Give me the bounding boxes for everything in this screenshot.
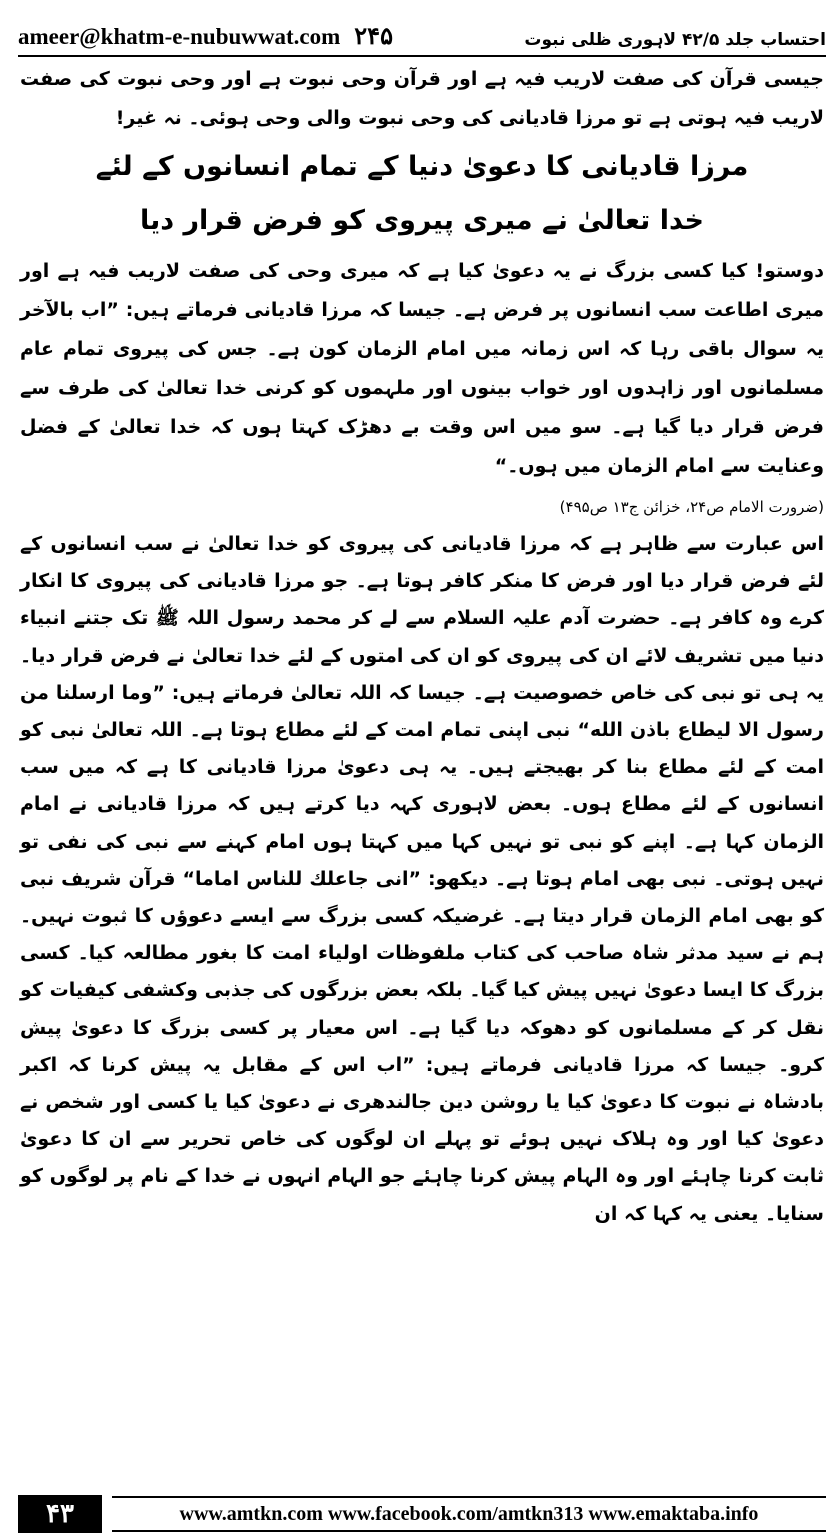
- section-heading-line-2: خدا تعالیٰ نے میری پیروی کو فرض قرار دیا: [139, 205, 705, 236]
- header-left: [18, 21, 393, 50]
- page-footer: [18, 1493, 826, 1535]
- footer-folio: ۴۳: [18, 1495, 102, 1533]
- intro-paragraph: جیسی قرآن کی صفت لاریب فیہ ہے اور قرآن وحی نبوت ہے اور وحی نبوت کی صفت لاریب فیہ ہوتی ہے تو مرزا قادیانی کی وحی نبوت والی وحی ہوئی۔ نہ غیر!: [20, 68, 824, 129]
- body-paragraph: اس عبارت سے ظاہر ہے کہ مرزا قادیانی کی پیروی کو خدا تعالیٰ نے سب انسانوں کے لئے فرض قرار دیا اور فرض کا منکر کافر ہوتا ہے۔ جو مرزا قادیانی کی پیروی کا انکار کرے وہ کافر ہے۔ حضرت آدم علیہ السلام سے لے کر محمد رسول اللہ ﷺ تک جتنے انبیاء دنیا میں تشریف لائے ان کی پیروی کو ان کی امتوں کے لئے خدا تعالیٰ نے فرض قرار دیا۔ یہ ہی تو نبی کی خاص خصوصیت ہے۔ جیسا کہ اللہ تعالیٰ فرماتے ہیں: ”وما ارسلنا من رسول الا لیطاع باذن الله“ نبی اپنی تمام امت کے لئے مطاع ہوتا ہے۔ اللہ تعالیٰ نبی کو امت کے لئے مطاع بنا کر بھیجتے ہیں۔ یہ ہی دعویٰ مرزا قادیانی کا ہے کہ میں سب انسانوں کے لئے مطاع ہوں۔ بعض لاہوری کہہ دیا کرتے ہیں کہ مرزا قادیانی نے امام الزمان کہا ہے۔ اپنے کو نبی تو نہیں کہا میں کہتا ہوں امام کہنے سے نبی کی نفی تو نہیں ہوتی۔ نبی بھی امام ہوتا ہے۔ دیکھو: ”انی جاعلك للناس اماما“ قرآن شریف نبی کو بھی امام الزمان قرار دیتا ہے۔ غرضیکہ کسی بزرگ سے ایسے دعوؤں کا ثبوت نہیں۔ ہم نے سید مدثر شاہ صاحب کی کتاب ملفوظات اولیاء امت کا بغور مطالعہ کیا۔ کسی بزرگ کا ایسا دعویٰ نہیں پیش کیا گیا۔ بلکہ بعض بزرگوں کی جذبی وکشفی کیفیات کو نقل کر کے مسلمانوں کو دھوکہ دیا گیا ہے۔ اس معیار پر کسی بزرگ کا دعویٰ پیش کرو۔ جیسا کہ مرزا قادیانی فرماتے ہیں: ”اب اس کے مقابل یہ پیش کرنا کہ اکبر بادشاہ نے نبوت کا دعویٰ کیا یا روشن دین جالندھری نے دعویٰ کیا یا کسی اور شخص نے دعویٰ کیا اور وہ ہلاک نہیں ہوئے تو پہلے ان لوگوں کی خاص تحریر سے ان کا دعویٰ ثابت کرنا چاہئے اور وہ الہام پیش کرنا چاہئے جو الہام انہوں نے خدا کے نام پر لوگوں کو سنایا۔ یعنی یہ کہا کہ ان: [20, 533, 825, 1225]
- section-heading-line-1: مرزا قادیانی کا دعویٰ دنیا کے تمام انسانوں کے لئے: [95, 151, 749, 182]
- footer-links[interactable]: www.amtkn.com www.facebook.com/amtkn313 www.emaktaba.info: [112, 1496, 826, 1532]
- header-rule: [18, 55, 826, 57]
- header-email[interactable]: ameer@khatm-e-nubuwwat.com: [18, 24, 341, 49]
- quote-paragraph: دوستو! کیا کسی بزرگ نے یہ دعویٰ کیا ہے کہ میری وحی کی صفت لاریب فیہ ہے اور میری اطاعت سب انسانوں پر فرض ہے۔ جیسا کہ مرزا قادیانی فرماتے ہیں: ”اب بالآخر یہ سوال باقی رہا کہ اس زمانہ میں امام الزمان کون ہے۔ جس کی پیروی تمام عام مسلمانوں اور زاہدوں اور خواب بینوں اور ملہموں کو کرنی خدا تعالیٰ کی طرف سے فرض قرار دیا گیا ہے۔ سو میں اس وقت بے دھڑک کہتا ہوں کہ خدا تعالیٰ کے فضل وعنایت سے امام الزمان میں ہوں۔“: [20, 260, 824, 477]
- running-title: احتساب جلد ۴۲/۵ لاہوری ظلی نبوت: [524, 30, 826, 50]
- page-number: ۲۴۵: [354, 21, 393, 50]
- reference-citation: (ضرورت الامام ص۲۴، خزائن ج۱۳ ص۴۹۵): [559, 498, 824, 516]
- page-header: [18, 10, 826, 50]
- page-body: [20, 60, 824, 1233]
